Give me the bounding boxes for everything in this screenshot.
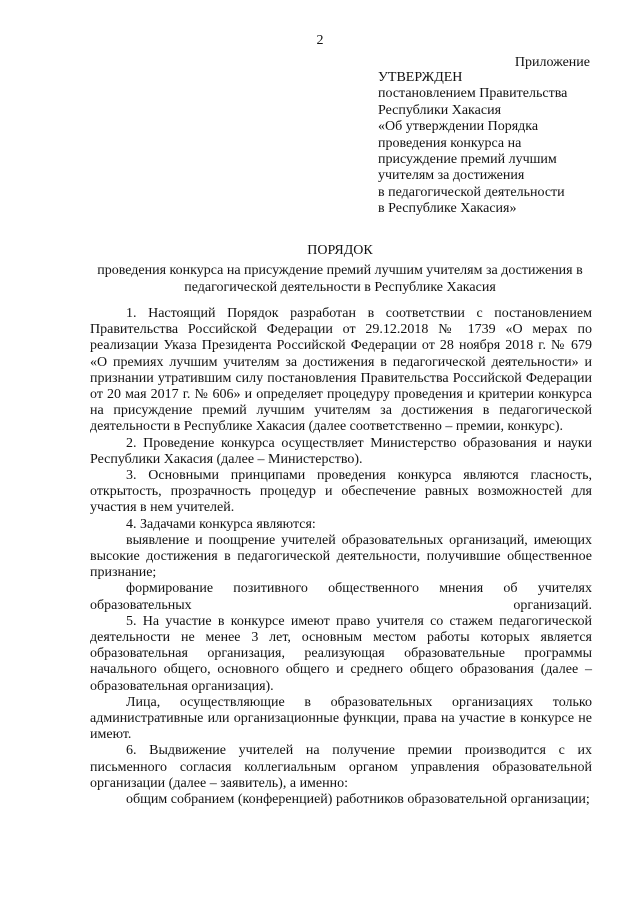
document-title: ПОРЯДОК bbox=[307, 243, 373, 258]
paragraph: 6. Выдвижение учителей на получение премии производится с их письменного согласия коллегиальным органом управления образовательной организации (далее – заявитель), а именно: bbox=[90, 743, 592, 791]
approval-line: проведения конкурса на bbox=[378, 135, 522, 151]
paragraph: формирование позитивного общественного мнения об учителях образовательных организаций. bbox=[90, 581, 592, 613]
approval-line: в педагогической деятельности bbox=[378, 184, 565, 200]
document-title-block bbox=[90, 243, 590, 296]
paragraph: 4. Задачами конкурса являются: bbox=[126, 516, 316, 532]
page-number: 2 bbox=[316, 33, 324, 48]
paragraph: 1. Настоящий Порядок разработан в соответствии с постановлением Правительства Российской Федерации от 29.12.2018 № 1739 «О мерах по реализации Указа Президента Российской Федерации от 28 ноября 2018 г. № 679 «О премиях лучшим учителям за достижения в педагогической деятельности» и признании утратившим силу постановления Правительства Российской Федерации от 20 мая 2017 г. № 606» и определяет процедуру проведения и критерии конкурса на присуждение премий лучшим учителям за достижения в педагогической деятельности в Республике Хакасия (далее соответственно – премии, конкурс). bbox=[90, 306, 592, 435]
approval-line: Республики Хакасия bbox=[378, 102, 502, 118]
paragraph: 5. На участие в конкурсе имеют право учителя со стажем педагогической деятельности не менее 3 лет, основным местом работы которых является образовательная организация, реализующая образовательные программы начального общего, основного общего и среднего общего образования (далее – образовательная организация). bbox=[90, 613, 592, 694]
paragraph: 3. Основными принципами проведения конкурса являются гласность, открытость, прозрачность процедур и обеспечение равных возможностей для участия в нем учителей. bbox=[90, 468, 592, 516]
approval-line: учителям за достижения bbox=[378, 168, 525, 184]
paragraph: Лица, осуществляющие в образовательных организациях только административные или организационные функции, права на участие в конкурсе не имеют. bbox=[90, 694, 592, 743]
approval-line: УТВЕРЖДЕН bbox=[378, 70, 463, 85]
paragraph: 2. Проведение конкурса осуществляет Министерство образования и науки Республики Хакасия (далее – Министерство). bbox=[90, 435, 592, 467]
paragraph: выявление и поощрение учителей образовательных организаций, имеющих высокие достижения в педагогической деятельности, получившие общественное признание; bbox=[90, 532, 592, 581]
approval-block bbox=[378, 70, 608, 218]
approval-line: «Об утверждении Порядка bbox=[378, 119, 539, 135]
approval-line: в Республике Хакасия» bbox=[378, 201, 517, 217]
document-subtitle: проведения конкурса на присуждение премий лучшим учителям за достижения в педагогической деятельности в Республике Хакасия bbox=[97, 263, 583, 295]
paragraph: общим собранием (конференцией) работников образовательной организации; bbox=[126, 792, 590, 808]
approval-line: присуждение премий лучшим bbox=[378, 152, 557, 168]
document-body bbox=[90, 306, 592, 808]
appendix-label: Приложение bbox=[514, 55, 590, 70]
approval-line: постановлением Правительства bbox=[378, 86, 568, 102]
